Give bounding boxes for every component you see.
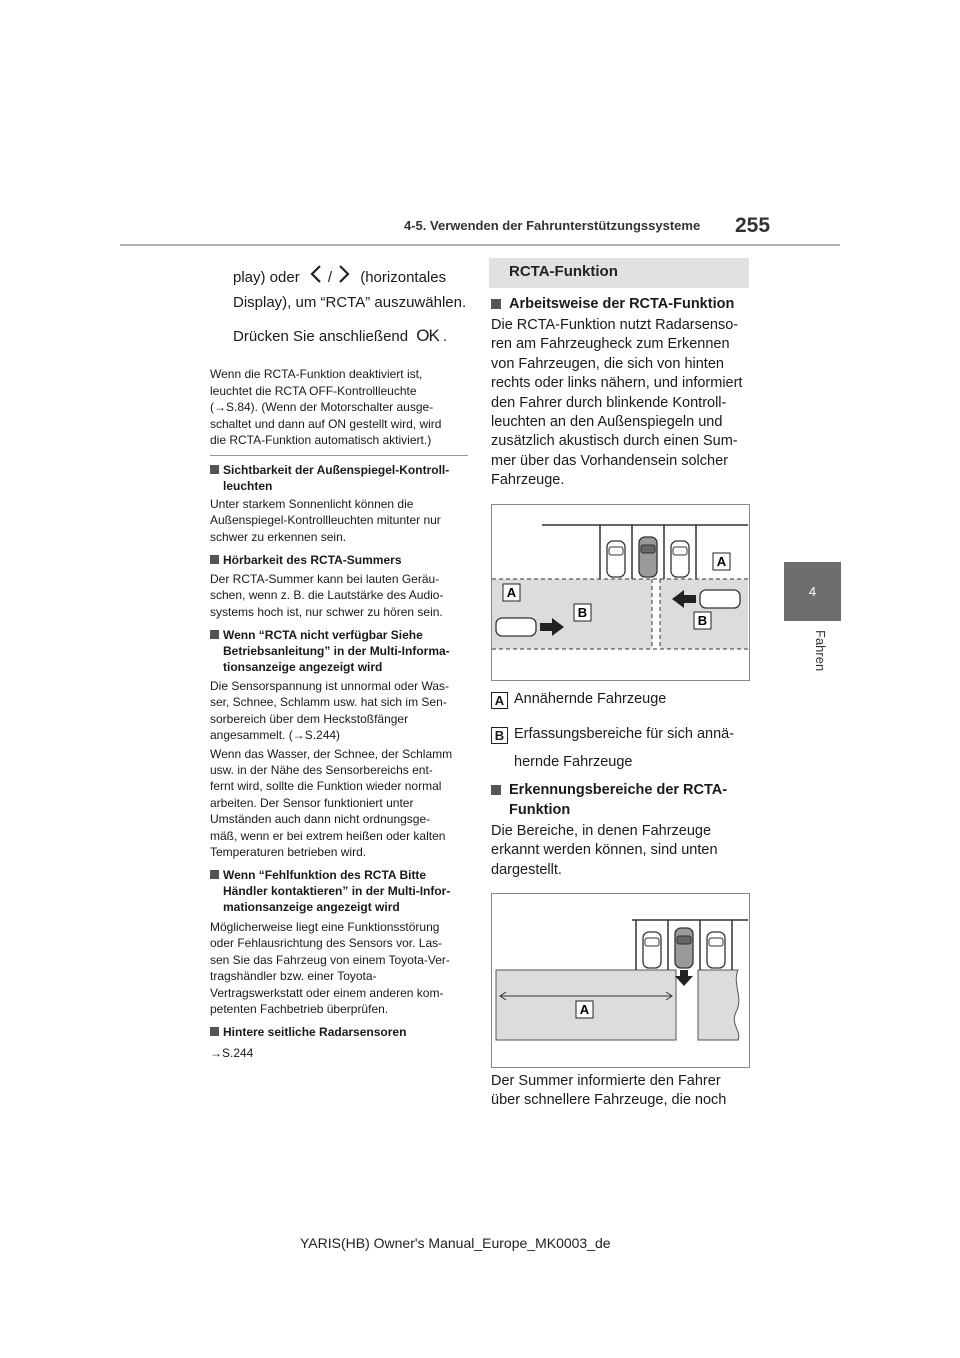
own-car-window [641, 545, 655, 553]
heading-line: Hintere seitliche Radarsensoren [223, 1025, 407, 1039]
section-heading-radar-sensors [210, 1024, 472, 1040]
heading-line: Funktion [509, 802, 571, 818]
section-body-buzzer-audibility [210, 571, 472, 620]
detection-area-illustration [492, 894, 749, 1067]
section-heading-malfunction [210, 867, 472, 915]
section-body-malfunction [210, 919, 472, 1017]
ok-button-icon: OK [416, 326, 439, 345]
heading-line: tionsanzeige angezeigt wird [223, 660, 383, 674]
legend-b-continued: hernde Fahrzeuge [514, 754, 633, 770]
body-line: Die Sensorspannung ist unnormal oder Was- [210, 679, 450, 693]
body-line: oder Fehlausrichtung des Sensors vor. Las- [210, 936, 443, 951]
own-car [675, 928, 693, 968]
heading-line: Wenn “RCTA nicht verfügbar Siehe [223, 628, 423, 642]
body-line: tragshändler bzw. einer Toyota- [210, 969, 377, 984]
body-line: sen Sie das Fahrzeug von einem Toyota-Ver- [210, 952, 450, 967]
instruction-text: Drücken Sie anschließend [233, 328, 409, 345]
body-line: systems hoch ist, nur schwer zu hören sein. [210, 604, 443, 619]
divider [210, 455, 468, 456]
section-body-detection-areas [491, 822, 749, 880]
body-line: Vertragswerkstatt oder einem anderen kom- [210, 985, 444, 1000]
note-line: schaltet und dann auf ON gestellt wird, wird [210, 416, 442, 431]
legend-b [491, 725, 734, 744]
body-line: Umständen auch dann nicht ordnungsge- [210, 812, 431, 827]
heading-line: Erkennungsbereiche der RCTA- [509, 782, 728, 798]
detection-area-right [698, 970, 739, 1040]
note-line: (→S.84). (Wenn der Motorschalter ausge- [210, 400, 434, 415]
body-line: ser, Schnee, Schlamm usw. hat sich im Sen- [210, 695, 447, 710]
legend-box-b: B [491, 727, 508, 744]
body-line: schen, wenn z. B. die Lautstärke des Audio- [210, 588, 444, 603]
section-heading-buzzer-audibility [210, 552, 472, 568]
section-body-radar-sensors [210, 1045, 472, 1061]
body-line: ren am Fahrzeugheck zum Erkennen [491, 336, 730, 353]
legend-text-b: Erfassungsbereiche für sich annä- [514, 726, 735, 742]
body-line: arbeiten. Der Sensor funktioniert unter [210, 795, 414, 810]
body-line: Möglicherweise liegt eine Funktionsstörung [210, 920, 440, 934]
body-line: dargestellt. [491, 861, 562, 878]
body-line: sorbereich über dem Heckstoßfänger [210, 711, 409, 726]
heading-line: leuchten [223, 479, 273, 493]
header-rule [120, 244, 840, 246]
rcta-function-title: RCTA-Funktion [509, 263, 618, 280]
instruction-text: . [442, 328, 447, 345]
instruction-line-1 [233, 265, 446, 287]
own-car-window [677, 936, 691, 944]
instruction-line-2: Display), um “RCTA” auszuwählen. [233, 294, 467, 311]
rcta-operation-figure [491, 504, 750, 681]
label-a: A [579, 1002, 590, 1017]
section-body-buzzer-info [491, 1072, 749, 1111]
rcta-operation-illustration [492, 505, 749, 680]
legend-a [491, 690, 666, 709]
chapter-tab[interactable]: 4 [784, 562, 841, 621]
section-body-mirror-visibility [210, 496, 472, 545]
parked-car [607, 541, 625, 577]
label-a: A [716, 554, 727, 569]
chevron-right-icon [338, 265, 350, 286]
legend-box-a: A [491, 692, 508, 709]
body-line: Außenspiegel-Kontrollleuchten mitunter nur [210, 513, 441, 528]
heading-line: Sichtbarkeit der Außenspiegel-Kontroll- [223, 463, 450, 477]
heading-line: Wenn “Fehlfunktion des RCTA Bitte [223, 868, 427, 882]
parked-car [643, 932, 661, 968]
instruction-text: (horizontales [360, 269, 447, 286]
heading-line: Händler kontaktieren” in der Multi-Infor- [223, 884, 451, 898]
body-line: Der Summer informierte den Fahrer [491, 1073, 721, 1089]
body-line: mäß, wenn er bei extrem heißen oder kalten [210, 828, 446, 843]
section-title: 4-5. Verwenden der Fahrunterstützungssysteme [404, 218, 701, 233]
deactivation-note [210, 366, 472, 449]
body-line: mer über das Vorhandensein solcher [491, 452, 728, 469]
body-line: von Fahrzeugen, die sich von hinten [491, 355, 724, 372]
instruction-text: play) oder [233, 269, 300, 286]
body-line: erkannt werden können, sind unten [491, 842, 718, 859]
rcta-detection-area-figure [491, 893, 750, 1068]
approaching-car-left [496, 618, 536, 636]
heading-line: Betriebsanleitung” in der Multi-Informa- [223, 644, 450, 658]
note-line: Wenn die RCTA-Funktion deaktiviert ist, [210, 367, 423, 381]
label-b: B [697, 613, 708, 628]
approaching-car-right [700, 590, 740, 608]
body-line: über schnellere Fahrzeuge, die noch [491, 1092, 727, 1109]
section-body-operation [491, 316, 749, 491]
body-line: leuchten an den Außenspiegeln und [491, 414, 723, 431]
section-heading-operation [491, 294, 749, 314]
body-line: petenten Fachbetrieb überprüfen. [210, 1002, 389, 1017]
instruction-line-3 [233, 327, 447, 346]
body-line: zusätzlich akustisch durch einen Sum- [491, 433, 738, 450]
chevron-left-icon [310, 265, 322, 286]
heading-line: Arbeitsweise der RCTA-Funktion [509, 296, 735, 312]
section-heading-detection-areas [491, 780, 749, 820]
body-line: Unter starkem Sonnenlicht können die [210, 497, 414, 511]
section-body-not-available [210, 678, 472, 860]
body-line: Die Bereiche, in denen Fahrzeuge [491, 823, 712, 839]
body-line: Temperaturen betrieben wird. [210, 845, 367, 860]
rcta-function-title-box [489, 258, 749, 288]
parked-car [707, 932, 725, 968]
instruction-separator: / [327, 269, 333, 286]
body-line: Die RCTA-Funktion nutzt Radarsenso- [491, 317, 739, 333]
heading-line: Hörbarkeit des RCTA-Summers [223, 553, 402, 567]
note-line: die RCTA-Funktion automatisch aktiviert.) [210, 433, 432, 448]
own-car [639, 537, 657, 577]
arrow-down [675, 970, 693, 986]
body-line: den Fahrer durch blinkende Kontroll- [491, 394, 727, 411]
body-line: schwer zu erkennen sein. [210, 529, 347, 544]
body-line: Der RCTA-Summer kann bei lauten Geräu- [210, 572, 440, 586]
legend-text-a: Annähernde Fahrzeuge [514, 691, 667, 707]
body-line: rechts oder links nähern, und informiert [491, 375, 743, 392]
body-line: usw. in der Nähe des Sensorbereichs ent- [210, 763, 433, 778]
page-reference: →S.244 [210, 1046, 254, 1060]
body-line: Fahrzeuge. [491, 472, 565, 489]
body-line: Wenn das Wasser, der Schnee, der Schlamm [210, 746, 453, 761]
heading-line: mationsanzeige angezeigt wird [223, 900, 400, 914]
footer: YARIS(HB) Owner's Manual_Europe_MK0003_de [300, 1235, 611, 1251]
section-heading-not-available [210, 627, 472, 675]
label-a: A [506, 585, 517, 600]
body-line: fernt wird, sollte die Funktion wieder normal [210, 779, 442, 794]
note-line: leuchtet die RCTA OFF-Kontrollleuchte [210, 383, 417, 398]
label-b: B [577, 605, 588, 620]
page-number: 255 [735, 214, 771, 237]
section-heading-mirror-visibility [210, 462, 472, 494]
parked-car [671, 541, 689, 577]
body-line: angesammelt. (→S.244) [210, 728, 341, 743]
chapter-label: Fahren [813, 630, 828, 672]
